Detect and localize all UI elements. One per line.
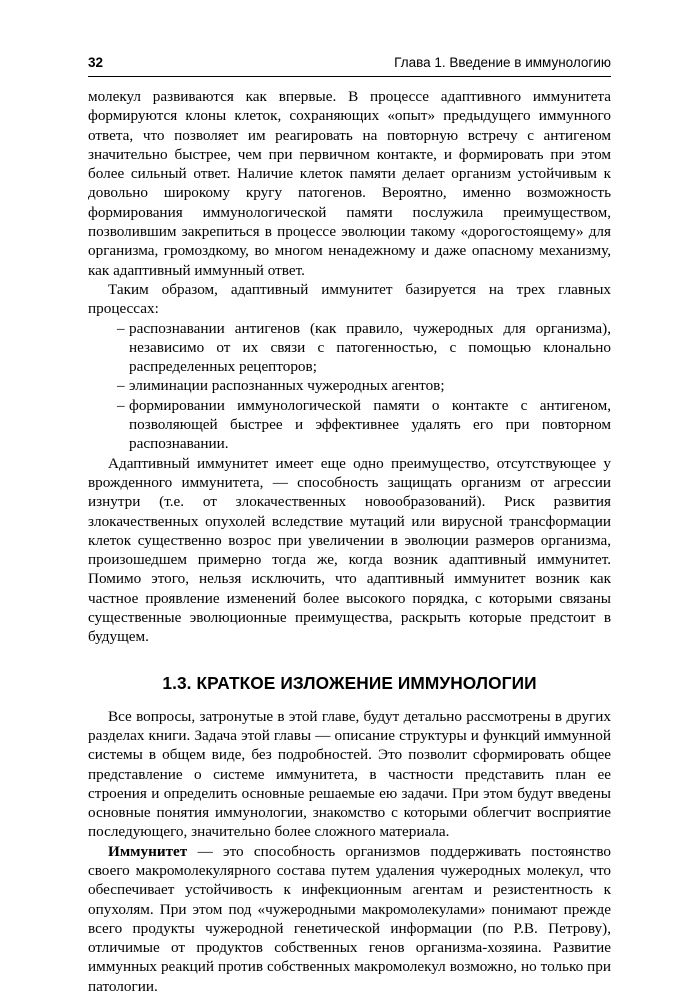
paragraph-immunity-definition (88, 842, 611, 996)
paragraph-chapter-overview: Все вопросы, затронутые в этой главе, будут детально рассмотрены в других разделах книги. Задача этой главы — описание структуры и функций иммунной системы в общем виде, без подробностей. Это позволит сформировать общее представление о системе иммунитета, в частности представить план ее строения и определить основные решаемые ею задачи. При этом будут введены основные понятия иммунологии, знакомство с которыми облегчит восприятие последующего, значительно более сложного материала. (88, 707, 611, 841)
definition-text: — это способность организмов поддерживать постоянство своего макромолекулярного состава путем удаления чужеродных молекул, что обеспечивает устойчивость к инфекционным агентам и резистентность к опухолям. При этом под «чужеродными макромолекулами» понимают прежде всего продукты чужеродной генетической информации (по Р.В. Петрову), отличимые от продуктов собственных генов организма-хозяина. Развитие иммунных реакций против собственных макромолекул возможно, но только при патологии. (88, 842, 611, 995)
page-body (88, 87, 611, 996)
list-item-text: формировании иммунологической памяти о контакте с антигеном, позволяющей быстрее и эффективнее удалять его при повторном распознавании. (129, 396, 611, 453)
list-dash: – (117, 377, 125, 395)
list-dash: – (117, 319, 125, 337)
paragraph-tumor-defense: Адаптивный иммунитет имеет еще одно преимущество, отсутствующее у врожденного иммунитета, — способность защищать организм от агрессии изнутри (т.е. от злокачественных новообразований). Риск развития злокачественных опухолей вследствие мутаций или вирусной трансформации клеток существенно возрос при увеличении в эволюции размеров организма, произошедшем примерно тогда же, когда возник адаптивный иммунитет. Помимо этого, нельзя исключить, что адаптивный иммунитет возник как частное проявление изменений более высокого порядка, с которыми связаны существенные эволюционные преимущества, раскрыть которые предстоит в будущем. (88, 454, 611, 646)
running-title: Глава 1. Введение в иммунологию (394, 55, 611, 70)
list-item (88, 376, 611, 395)
list-item (88, 396, 611, 454)
list-item-text: элиминации распознанных чужеродных агентов; (129, 377, 445, 395)
list-item (88, 319, 611, 377)
defined-term: Иммунитет (108, 842, 188, 860)
paragraph-three-processes: Таким образом, адаптивный иммунитет базируется на трех главных процессах: (88, 280, 611, 318)
list-dash: – (117, 396, 125, 414)
processes-list (88, 319, 611, 454)
list-item-text: распознавании антигенов (как правило, чужеродных для организма), независимо от их связи с патогенностью, с помощью клонально распределенных рецепторов; (129, 319, 611, 376)
paragraph-continuation: молекул развиваются как впервые. В процессе адаптивного иммунитета формируются клоны клеток, сохраняющих «опыт» предыдущего иммунного ответа, что позволяет им реагировать на повторную встречу с антигеном значительно быстрее, чем при первичном контакте, и формировать при этом более сильный ответ. Наличие клеток памяти делает организм устойчивым к довольно широкому кругу патогенов. Вероятно, именно возможность формирования иммунологической памяти послужила преимуществом, позволившим закрепиться в процессе эволюции такому «дорогостоящему» для организма, громоздкому, во многом ненадежному и даже опасному механизму, как адаптивный иммунный ответ. (88, 88, 611, 279)
page-number: 32 (88, 55, 104, 70)
page-header (88, 52, 611, 77)
section-heading: 1.3. КРАТКОЕ ИЗЛОЖЕНИЕ ИММУНОЛОГИИ (162, 672, 537, 693)
